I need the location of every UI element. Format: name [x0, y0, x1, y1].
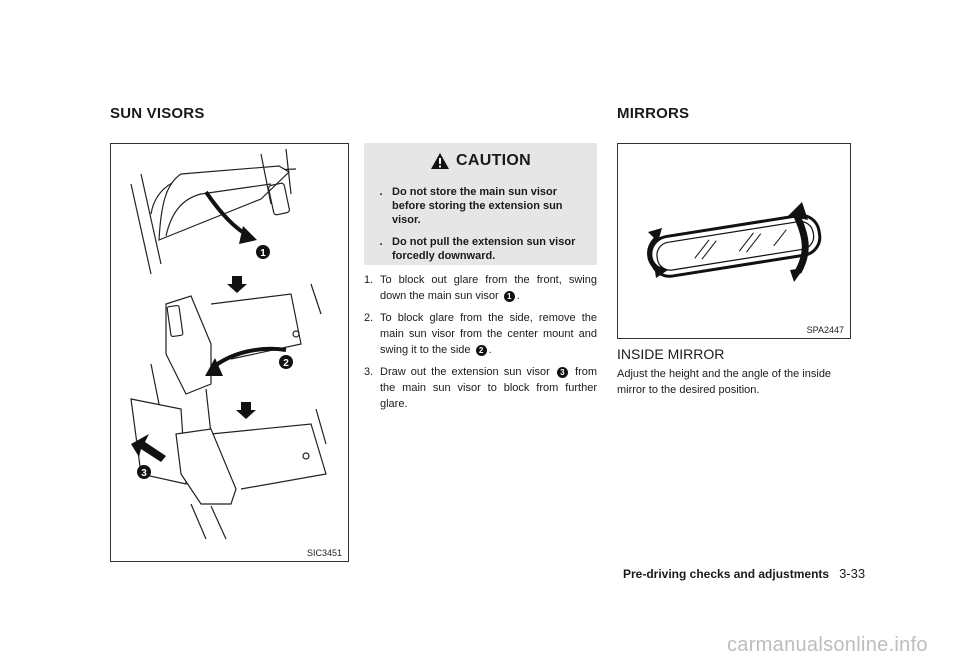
caution-item: [370, 185, 587, 227]
footer-page-number: 3-33: [839, 566, 866, 581]
step-1: [364, 272, 597, 304]
step-text: To block out glare from the front, swing down the main sun visor: [380, 274, 597, 302]
step-number: 2.: [364, 312, 374, 324]
warning-triangle-icon: [430, 152, 450, 170]
callout-ref-3: 3: [557, 367, 568, 378]
section-title-mirrors: MIRRORS: [617, 105, 690, 122]
caution-title: CAUTION: [456, 152, 531, 169]
sun-visor-figure: [110, 143, 349, 562]
callout-1-label: 1: [260, 248, 266, 259]
step-text: To block glare from the side, remove the main sun visor from the center mount and swing it to the side: [380, 312, 597, 356]
caution-box: [364, 143, 597, 265]
caution-bullet: .: [379, 186, 383, 198]
callout-2-label: 2: [283, 358, 289, 369]
caution-item: [370, 235, 587, 263]
inside-mirror-paragraph: Adjust the height and the angle of the inside mirror to the desired position.: [617, 368, 832, 396]
watermark: carmanualsonline.info: [727, 634, 928, 656]
step-3: [364, 364, 597, 412]
sun-visor-illustration: [111, 144, 348, 561]
caution-bullet: .: [379, 236, 383, 248]
callout-ref-1: 1: [504, 291, 515, 302]
figure-label-spa2447: SPA2447: [806, 325, 844, 335]
inside-mirror-illustration: [618, 144, 850, 338]
step-number: 3.: [364, 366, 374, 378]
section-title-sun-visors: SUN VISORS: [110, 105, 205, 122]
figure-label-sic3451: SIC3451: [306, 548, 342, 558]
step-text-end: .: [488, 344, 492, 356]
caution-header: [364, 143, 597, 179]
caution-item-text: Do not pull the extension sun visor forcedly downward.: [392, 236, 576, 262]
step-number: 1.: [364, 274, 374, 286]
step-2: [364, 310, 597, 358]
step-text-end: from the main sun visor to block from further glare.: [380, 366, 598, 410]
step-text-end: .: [516, 290, 520, 302]
instruction-steps: [364, 272, 597, 418]
inside-mirror-figure: [617, 143, 851, 339]
callout-ref-2: 2: [476, 345, 487, 356]
callout-3-label: 3: [141, 468, 147, 479]
caution-item-text: Do not store the main sun visor before storing the extension sun visor.: [392, 186, 563, 226]
subheading-inside-mirror: INSIDE MIRROR: [617, 346, 725, 362]
caution-list: [364, 179, 597, 279]
page-footer: [623, 566, 865, 581]
step-text: Draw out the extension sun visor: [380, 366, 550, 378]
footer-chapter-title: Pre-driving checks and adjustments: [623, 567, 830, 581]
